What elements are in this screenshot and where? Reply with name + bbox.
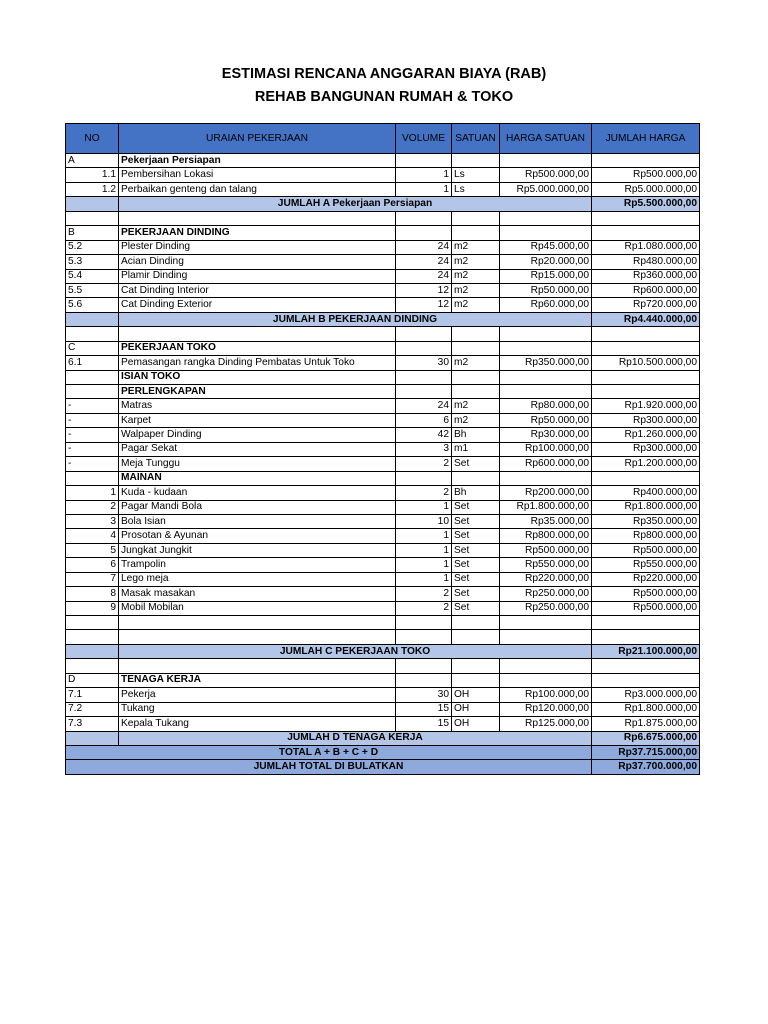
cell-volume <box>396 659 452 673</box>
cell-description: Jungkat Jungkit <box>119 543 396 557</box>
table-row <box>66 514 700 528</box>
cell-description <box>119 327 396 341</box>
cell-no: 7 <box>66 572 119 586</box>
cell-no: D <box>66 673 119 687</box>
cell-volume: 15 <box>396 702 452 716</box>
cell-volume: 30 <box>396 356 452 370</box>
cell-no: 1.2 <box>66 182 119 196</box>
cell-description: Cat Dinding Exterior <box>119 298 396 312</box>
col-header-no: NO <box>66 124 119 154</box>
cell-no <box>66 616 119 630</box>
cell-description: Masak masakan <box>119 587 396 601</box>
grand-total-row <box>66 745 700 759</box>
cell-no: 9 <box>66 601 119 615</box>
cell-volume <box>396 616 452 630</box>
cell-unit-price <box>500 659 592 673</box>
cell-unit: Set <box>452 601 500 615</box>
cell-unit-price <box>500 630 592 644</box>
cell-unit: Set <box>452 457 500 471</box>
cell-description: PEKERJAAN TOKO <box>119 341 396 355</box>
subtotal-label: JUMLAH B PEKERJAAN DINDING <box>119 312 592 326</box>
cell-volume <box>396 154 452 168</box>
cell-unit <box>452 370 500 384</box>
cell-total <box>592 341 700 355</box>
cell-unit-price: Rp350.000,00 <box>500 356 592 370</box>
col-header-uraian: URAIAN PEKERJAAN <box>119 124 396 154</box>
cell-no <box>66 659 119 673</box>
cell-unit <box>452 616 500 630</box>
grand-total-row <box>66 760 700 774</box>
cell-unit <box>452 630 500 644</box>
cell-total: Rp500.000,00 <box>592 601 700 615</box>
cell-volume: 24 <box>396 399 452 413</box>
subtotal-label: JUMLAH C PEKERJAAN TOKO <box>119 644 592 658</box>
cell-total: Rp300.000,00 <box>592 413 700 427</box>
cell-description: Walpaper Dinding <box>119 428 396 442</box>
cell-unit <box>452 659 500 673</box>
cell-unit-price: Rp45.000,00 <box>500 240 592 254</box>
cell-unit-price: Rp250.000,00 <box>500 587 592 601</box>
cell-no <box>66 385 119 399</box>
cell-unit: m2 <box>452 255 500 269</box>
cell-unit: Set <box>452 587 500 601</box>
table-row <box>66 269 700 283</box>
cell-total: Rp1.260.000,00 <box>592 428 700 442</box>
cell-description: Prosotan & Ayunan <box>119 529 396 543</box>
cell-volume <box>396 226 452 240</box>
cell-description: Cat Dinding Interior <box>119 283 396 297</box>
cell-description: Plamir Dinding <box>119 269 396 283</box>
cell-unit-price: Rp30.000,00 <box>500 428 592 442</box>
cell-unit <box>452 471 500 485</box>
cell-unit: Set <box>452 572 500 586</box>
cell-description: Bola Isian <box>119 514 396 528</box>
cell-unit-price: Rp200.000,00 <box>500 486 592 500</box>
cell-description: Meja Tunggu <box>119 457 396 471</box>
table-row <box>66 529 700 543</box>
cell-unit <box>452 341 500 355</box>
cell-volume: 2 <box>396 587 452 601</box>
cell-unit-price: Rp80.000,00 <box>500 399 592 413</box>
cell-volume: 1 <box>396 572 452 586</box>
cell-description <box>119 630 396 644</box>
cell-unit <box>452 154 500 168</box>
table-row <box>66 543 700 557</box>
subtotal-row <box>66 731 700 745</box>
cell-no: 5.5 <box>66 283 119 297</box>
cell-no <box>66 327 119 341</box>
cell-no: 6.1 <box>66 356 119 370</box>
document-title: ESTIMASI RENCANA ANGGARAN BIAYA (RAB) <box>221 66 547 82</box>
cell-unit-price <box>500 211 592 225</box>
blank-row <box>66 327 700 341</box>
table-row <box>66 486 700 500</box>
cell-unit-price: Rp15.000,00 <box>500 269 592 283</box>
cell-description: Matras <box>119 399 396 413</box>
grand-total-label: TOTAL A + B + C + D <box>66 745 592 759</box>
cell-total: Rp400.000,00 <box>592 486 700 500</box>
cell-total: Rp1.080.000,00 <box>592 240 700 254</box>
document-subtitle: REHAB BANGUNAN RUMAH & TOKO <box>254 89 514 105</box>
cell-volume <box>396 471 452 485</box>
table-body <box>66 154 700 775</box>
cell-no <box>66 197 119 211</box>
cell-description: PERLENGKAPAN <box>119 385 396 399</box>
section-header-row <box>66 471 700 485</box>
cell-no: 5.2 <box>66 240 119 254</box>
cell-total <box>592 673 700 687</box>
cell-total: Rp600.000,00 <box>592 283 700 297</box>
cell-no <box>66 471 119 485</box>
cell-unit-price: Rp100.000,00 <box>500 442 592 456</box>
cell-unit-price <box>500 385 592 399</box>
cell-no: - <box>66 413 119 427</box>
cell-total <box>592 154 700 168</box>
cell-unit-price: Rp5.000.000,00 <box>500 182 592 196</box>
cell-volume: 2 <box>396 457 452 471</box>
col-header-harga-satuan: HARGA SATUAN <box>500 124 592 154</box>
table-row <box>66 356 700 370</box>
cell-no: - <box>66 457 119 471</box>
cell-total: Rp220.000,00 <box>592 572 700 586</box>
cell-volume: 30 <box>396 688 452 702</box>
cell-unit: m2 <box>452 399 500 413</box>
subtotal-label: JUMLAH D TENAGA KERJA <box>119 731 592 745</box>
cell-unit: Ls <box>452 182 500 196</box>
cell-total <box>592 385 700 399</box>
cell-no: - <box>66 428 119 442</box>
cell-unit-price <box>500 154 592 168</box>
table-row <box>66 255 700 269</box>
cell-volume: 2 <box>396 486 452 500</box>
cell-volume: 6 <box>396 413 452 427</box>
cell-total <box>592 659 700 673</box>
cell-volume: 1 <box>396 168 452 182</box>
cell-unit <box>452 226 500 240</box>
cell-unit: m2 <box>452 283 500 297</box>
cell-unit-price: Rp20.000,00 <box>500 255 592 269</box>
cell-unit-price: Rp600.000,00 <box>500 457 592 471</box>
table-row <box>66 702 700 716</box>
cell-no: - <box>66 399 119 413</box>
table-row <box>66 168 700 182</box>
cell-total: Rp1.875.000,00 <box>592 717 700 731</box>
cell-unit-price <box>500 673 592 687</box>
cell-description: Pembersihan Lokasi <box>119 168 396 182</box>
cell-no: A <box>66 154 119 168</box>
cell-total: Rp1.800.000,00 <box>592 702 700 716</box>
cell-description: Perbaikan genteng dan talang <box>119 182 396 196</box>
cell-no <box>66 731 119 745</box>
cell-no: 4 <box>66 529 119 543</box>
cell-unit-price: Rp220.000,00 <box>500 572 592 586</box>
cell-volume <box>396 211 452 225</box>
cell-unit-price: Rp120.000,00 <box>500 702 592 716</box>
cell-total <box>592 630 700 644</box>
cell-unit: OH <box>452 688 500 702</box>
cell-unit <box>452 327 500 341</box>
table-row <box>66 298 700 312</box>
table-row <box>66 558 700 572</box>
section-header-row <box>66 673 700 687</box>
table-row <box>66 182 700 196</box>
subtotal-row <box>66 312 700 326</box>
cell-total <box>592 471 700 485</box>
cell-total <box>592 327 700 341</box>
cell-total: Rp21.100.000,00 <box>592 644 700 658</box>
cell-description <box>119 211 396 225</box>
cell-total: Rp4.440.000,00 <box>592 312 700 326</box>
cell-unit-price: Rp35.000,00 <box>500 514 592 528</box>
cell-no: 3 <box>66 514 119 528</box>
cell-total: Rp720.000,00 <box>592 298 700 312</box>
cell-description: Karpet <box>119 413 396 427</box>
blank-row <box>66 211 700 225</box>
cell-total: Rp300.000,00 <box>592 442 700 456</box>
cell-unit <box>452 673 500 687</box>
cell-total: Rp3.000.000,00 <box>592 688 700 702</box>
cell-volume <box>396 673 452 687</box>
cell-unit-price: Rp125.000,00 <box>500 717 592 731</box>
table-row <box>66 587 700 601</box>
rab-table <box>65 123 700 775</box>
table-row <box>66 442 700 456</box>
cell-volume <box>396 370 452 384</box>
cell-total: Rp350.000,00 <box>592 514 700 528</box>
cell-no: 8 <box>66 587 119 601</box>
col-header-satuan: SATUAN <box>452 124 500 154</box>
table-header-row <box>66 124 700 154</box>
cell-unit: OH <box>452 702 500 716</box>
cell-unit: m2 <box>452 240 500 254</box>
subtotal-row <box>66 197 700 211</box>
section-header-row <box>66 341 700 355</box>
cell-no: 5.3 <box>66 255 119 269</box>
cell-volume: 1 <box>396 558 452 572</box>
cell-unit: Set <box>452 558 500 572</box>
cell-total: Rp5.000.000,00 <box>592 182 700 196</box>
table-row <box>66 399 700 413</box>
cell-no: - <box>66 442 119 456</box>
cell-description: Pagar Sekat <box>119 442 396 456</box>
cell-description: Pekerjaan Persiapan <box>119 154 396 168</box>
table-row <box>66 572 700 586</box>
cell-description: Pekerja <box>119 688 396 702</box>
cell-description: ISIAN TOKO <box>119 370 396 384</box>
cell-description <box>119 616 396 630</box>
cell-total <box>592 370 700 384</box>
cell-no: C <box>66 341 119 355</box>
cell-volume <box>396 630 452 644</box>
cell-volume: 2 <box>396 601 452 615</box>
cell-description: MAINAN <box>119 471 396 485</box>
cell-description: Pagar Mandi Bola <box>119 500 396 514</box>
cell-unit-price <box>500 226 592 240</box>
blank-row <box>66 659 700 673</box>
table-row <box>66 428 700 442</box>
cell-no <box>66 630 119 644</box>
section-header-row <box>66 154 700 168</box>
cell-unit: m2 <box>452 298 500 312</box>
cell-volume: 3 <box>396 442 452 456</box>
cell-no: 5 <box>66 543 119 557</box>
cell-volume: 12 <box>396 283 452 297</box>
cell-volume: 1 <box>396 529 452 543</box>
cell-unit-price: Rp800.000,00 <box>500 529 592 543</box>
cell-volume: 1 <box>396 543 452 557</box>
cell-unit-price <box>500 616 592 630</box>
cell-total <box>592 616 700 630</box>
cell-unit <box>452 211 500 225</box>
cell-description: Trampolin <box>119 558 396 572</box>
cell-unit: Set <box>452 529 500 543</box>
cell-description: Kuda - kudaan <box>119 486 396 500</box>
table-row <box>66 240 700 254</box>
cell-description: Acian Dinding <box>119 255 396 269</box>
cell-total: Rp1.200.000,00 <box>592 457 700 471</box>
cell-volume: 24 <box>396 269 452 283</box>
cell-description <box>119 659 396 673</box>
cell-no: 5.6 <box>66 298 119 312</box>
cell-no: 5.4 <box>66 269 119 283</box>
cell-description: Tukang <box>119 702 396 716</box>
cell-volume: 12 <box>396 298 452 312</box>
section-header-row <box>66 370 700 384</box>
cell-no: 7.2 <box>66 702 119 716</box>
section-header-row <box>66 226 700 240</box>
cell-total: Rp500.000,00 <box>592 168 700 182</box>
cell-no <box>66 370 119 384</box>
cell-unit-price <box>500 341 592 355</box>
cell-unit: Set <box>452 500 500 514</box>
cell-total: Rp800.000,00 <box>592 529 700 543</box>
col-header-volume: VOLUME <box>396 124 452 154</box>
cell-total: Rp1.920.000,00 <box>592 399 700 413</box>
cell-total: Rp480.000,00 <box>592 255 700 269</box>
cell-volume <box>396 327 452 341</box>
cell-no: 7.1 <box>66 688 119 702</box>
subtotal-row <box>66 644 700 658</box>
cell-description: Pemasangan rangka Dinding Pembatas Untuk Toko <box>119 356 396 370</box>
cell-unit: OH <box>452 717 500 731</box>
cell-volume: 1 <box>396 500 452 514</box>
cell-total: Rp500.000,00 <box>592 587 700 601</box>
cell-no: 2 <box>66 500 119 514</box>
cell-total <box>592 226 700 240</box>
cell-unit: Set <box>452 514 500 528</box>
cell-no: 6 <box>66 558 119 572</box>
grand-total-label: JUMLAH TOTAL DI BULATKAN <box>66 760 592 774</box>
cell-unit-price: Rp50.000,00 <box>500 283 592 297</box>
table-row <box>66 688 700 702</box>
cell-description: Mobil Mobilan <box>119 601 396 615</box>
table-row <box>66 500 700 514</box>
cell-unit-price: Rp500.000,00 <box>500 168 592 182</box>
table-row <box>66 601 700 615</box>
cell-total: Rp360.000,00 <box>592 269 700 283</box>
cell-unit: m2 <box>452 413 500 427</box>
cell-unit-price: Rp1.800.000,00 <box>500 500 592 514</box>
cell-volume: 24 <box>396 240 452 254</box>
cell-total <box>592 211 700 225</box>
cell-unit-price: Rp50.000,00 <box>500 413 592 427</box>
cell-no: 1 <box>66 486 119 500</box>
cell-total: Rp10.500.000,00 <box>592 356 700 370</box>
table-row <box>66 717 700 731</box>
cell-volume: 42 <box>396 428 452 442</box>
subtotal-label: JUMLAH A Pekerjaan Persiapan <box>119 197 592 211</box>
table-row <box>66 413 700 427</box>
cell-unit-price: Rp250.000,00 <box>500 601 592 615</box>
cell-volume <box>396 341 452 355</box>
cell-total: Rp5.500.000,00 <box>592 197 700 211</box>
cell-no <box>66 211 119 225</box>
table-row <box>66 283 700 297</box>
cell-description: PEKERJAAN DINDING <box>119 226 396 240</box>
cell-unit: m2 <box>452 356 500 370</box>
cell-volume: 10 <box>396 514 452 528</box>
cell-volume: 15 <box>396 717 452 731</box>
cell-no <box>66 644 119 658</box>
cell-unit: Ls <box>452 168 500 182</box>
cell-unit-price <box>500 370 592 384</box>
cell-volume: 24 <box>396 255 452 269</box>
cell-unit-price: Rp60.000,00 <box>500 298 592 312</box>
section-header-row <box>66 385 700 399</box>
cell-unit-price: Rp500.000,00 <box>500 543 592 557</box>
cell-unit-price <box>500 327 592 341</box>
table-row <box>66 457 700 471</box>
cell-total: Rp550.000,00 <box>592 558 700 572</box>
cell-description: Lego meja <box>119 572 396 586</box>
cell-unit: Set <box>452 543 500 557</box>
cell-total: Rp500.000,00 <box>592 543 700 557</box>
blank-row <box>66 616 700 630</box>
cell-description: TENAGA KERJA <box>119 673 396 687</box>
cell-unit-price: Rp550.000,00 <box>500 558 592 572</box>
cell-volume: 1 <box>396 182 452 196</box>
cell-no: 7.3 <box>66 717 119 731</box>
cell-description: Plester Dinding <box>119 240 396 254</box>
cell-description: Kepala Tukang <box>119 717 396 731</box>
cell-volume <box>396 385 452 399</box>
cell-unit: Bh <box>452 428 500 442</box>
cell-no <box>66 312 119 326</box>
cell-unit: m1 <box>452 442 500 456</box>
cell-total: Rp37.715.000,00 <box>592 745 700 759</box>
cell-total: Rp37.700.000,00 <box>592 760 700 774</box>
cell-total: Rp1.800.000,00 <box>592 500 700 514</box>
cell-total: Rp6.675.000,00 <box>592 731 700 745</box>
col-header-jumlah-harga: JUMLAH HARGA <box>592 124 700 154</box>
cell-unit-price: Rp100.000,00 <box>500 688 592 702</box>
cell-unit-price <box>500 471 592 485</box>
cell-no: 1.1 <box>66 168 119 182</box>
cell-unit <box>452 385 500 399</box>
cell-unit: Bh <box>452 486 500 500</box>
cell-no: B <box>66 226 119 240</box>
cell-unit: m2 <box>452 269 500 283</box>
blank-row <box>66 630 700 644</box>
